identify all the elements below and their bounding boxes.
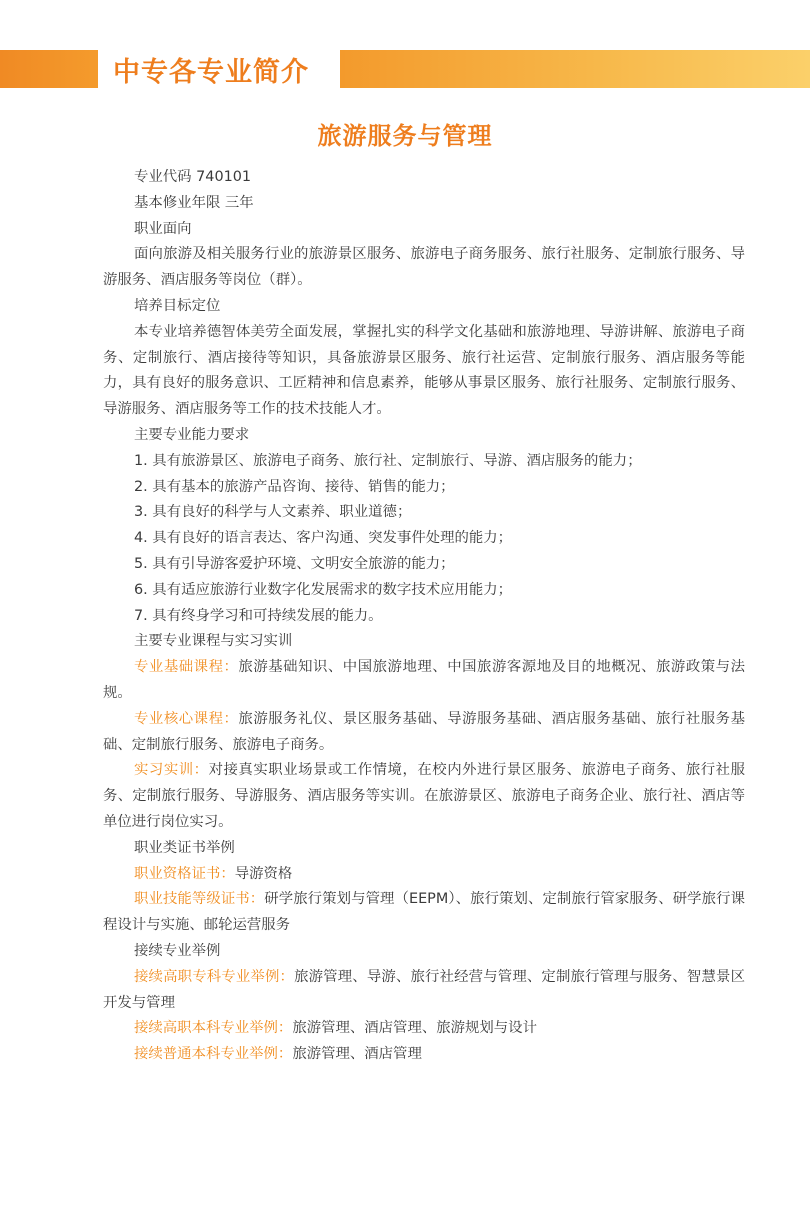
ability-item: 4. 具有良好的语言表达、客户沟通、突发事件处理的能力；	[134, 530, 513, 547]
major-title: 旅游服务与管理	[317, 122, 493, 150]
vocational-bachelor-label: 接续高职本科专业举例：	[134, 1020, 293, 1037]
general-bachelor	[103, 1042, 745, 1068]
basic-courses-text: 旅游基础知识、中国旅游地理、中国旅游客源地及目的地概况、旅游政策与法规。	[103, 659, 745, 701]
basic-courses-label: 专业基础课程：	[134, 659, 239, 676]
ability-item: 7. 具有终身学习和可持续发展的能力。	[134, 607, 383, 624]
internship	[103, 758, 745, 835]
internship-text: 对接真实职业场景或工作情境，在校内外进行景区服务、旅游电子商务、旅行社服务、定制旅行服务、导游服务、酒店服务等实训。在旅游景区、旅游电子商务企业、旅行社、酒店等单位进行岗位实习。	[103, 762, 745, 830]
higher-vocational	[103, 965, 745, 1017]
skill-level-text: 研学旅行策划与管理（EEPM）、旅行策划、定制旅行管家服务、研学旅行课程设计与实施、邮轮运营服务	[103, 891, 745, 934]
training-goal-text: 本专业培养德智体美劳全面发展，掌握扎实的科学文化基础和旅游地理、导游讲解、旅游电子商务、定制旅行、酒店接待等知识，具备旅游景区服务、旅行社运营、定制旅行服务、酒店服务等能力，具有良好的服务意识、工匠精神和信息素养，能够从事景区服务、旅行社服务、定制旅行服务、导游服务、酒店服务等工作的技术技能人才。	[103, 323, 745, 418]
training-goal-heading: 培养目标定位	[134, 297, 221, 314]
ability-item: 6. 具有适应旅游行业数字化发展需求的数字技术应用能力；	[134, 581, 513, 598]
banner-bar-right	[340, 50, 810, 88]
banner-bar-left	[0, 50, 98, 88]
skill-level-label: 职业技能等级证书：	[134, 891, 265, 908]
general-bachelor-label: 接续普通本科专业举例：	[134, 1046, 293, 1063]
higher-vocational-text: 旅游管理、导游、旅行社经营与管理、定制旅行管理与服务、智慧景区开发与管理	[103, 968, 745, 1011]
core-courses-label: 专业核心课程：	[134, 710, 239, 727]
vocational-bachelor	[103, 1016, 745, 1042]
major-content	[103, 165, 745, 1068]
ability-item: 1. 具有旅游景区、旅游电子商务、旅行社、定制旅行、导游、酒店服务的能力；	[134, 452, 642, 469]
vocational-bachelor-text: 旅游管理、酒店管理、旅游规划与设计	[292, 1020, 537, 1037]
qualification-cert	[103, 862, 745, 888]
abilities-heading: 主要专业能力要求	[134, 426, 250, 443]
skill-level-cert	[103, 887, 745, 939]
core-courses-text: 旅游服务礼仪、景区服务基础、导游服务基础、酒店服务基础、旅行社服务基础、定制旅行服务、旅游电子商务。	[103, 710, 745, 753]
banner-title: 中专各专业简介	[113, 56, 309, 88]
ability-item: 5. 具有引导游客爱护环境、文明安全旅游的能力；	[134, 555, 455, 572]
higher-vocational-label: 接续高职专科专业举例：	[134, 968, 295, 985]
career-direction-text: 面向旅游及相关服务行业的旅游景区服务、旅游电子商务服务、旅行社服务、定制旅行服务、导游服务、酒店服务等岗位（群）。	[103, 246, 745, 289]
section-banner	[0, 50, 810, 88]
qualification-label: 职业资格证书：	[134, 865, 235, 882]
internship-label: 实习实训：	[134, 762, 209, 779]
core-courses	[103, 707, 745, 759]
qualification-text: 导游资格	[234, 865, 293, 882]
certificates-heading: 职业类证书举例	[134, 839, 235, 856]
career-direction-heading: 职业面向	[134, 220, 192, 237]
banner-title-box	[101, 50, 337, 88]
major-duration: 基本修业年限 三年	[134, 194, 254, 211]
continuing-heading: 接续专业举例	[134, 942, 221, 959]
general-bachelor-text: 旅游管理、酒店管理	[292, 1046, 422, 1063]
ability-item: 2. 具有基本的旅游产品咨询、接待、销售的能力；	[134, 478, 455, 495]
courses-heading: 主要专业课程与实习实训	[134, 633, 293, 650]
ability-item: 3. 具有良好的科学与人文素养、职业道德；	[134, 504, 412, 521]
basic-courses	[103, 655, 745, 707]
major-code: 专业代码 740101	[134, 169, 252, 185]
